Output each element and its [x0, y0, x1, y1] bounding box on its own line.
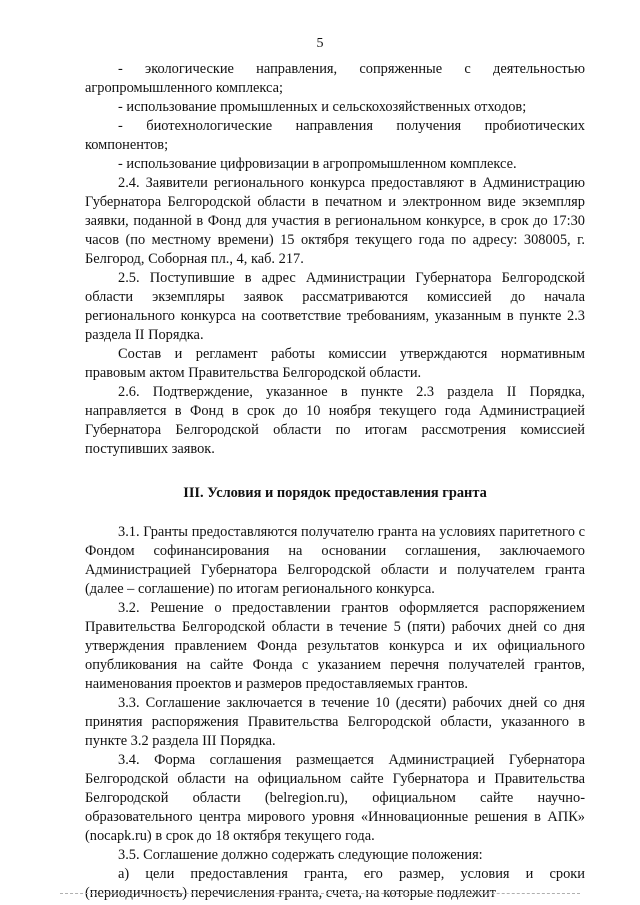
paragraph-2-6: 2.6. Подтверждение, указанное в пункте 2.3 раздела II Порядка, направляется в Фонд в срок до 10 ноября текущего года Администрацией Губернатора Белгородской области по итогам рассмотрения комиссией поступивших заявок.: [85, 384, 585, 457]
list-item-biotech: - биотехнологические направления получения пробиотических компонентов;: [85, 118, 585, 153]
list-item-digital: - использование цифровизации в агропромышленном комплексе.: [118, 156, 517, 172]
paragraph-3-5: 3.5. Соглашение должно содержать следующие положения:: [118, 847, 483, 863]
paragraph-3-4: 3.4. Форма соглашения размещается Администрацией Губернатора Белгородской области на официальном сайте Губернатора и Правительства Белгородской области (belregion.ru), официальном сайте научно-образовательного центра мирового уровня «Инновационные решения в АПК» (nocapk.ru) в срок до 18 октября текущего года.: [85, 752, 585, 844]
paragraph-3-5-a: а) цели предоставления гранта, его размер, условия и сроки (периодичность) перечисления гранта, счета, на которые подлежит: [85, 866, 585, 901]
paragraph-2-5: 2.5. Поступившие в адрес Администрации Губернатора Белгородской области экземпляры заявок рассматриваются комиссией до начала регионального конкурса на соответствие требованиям, указанным в пункте 2.3 раздела II Порядка.: [85, 270, 585, 343]
list-item-waste: - использование промышленных и сельскохозяйственных отходов;: [118, 99, 527, 115]
page-number: 5: [316, 36, 324, 51]
section-heading: III. Условия и порядок предоставления гранта: [183, 485, 487, 501]
paragraph-2-4: 2.4. Заявители регионального конкурса предоставляют в Администрацию Губернатора Белгородской области в печатном и электронном виде экземпляр заявки, поданной в Фонд для участия в региональном конкурсе, в срок до 17:30 часов (по местному времени) 15 октября текущего года по адресу: 308005, г. Белгород, Соборная пл., 4, каб. 217.: [85, 175, 585, 267]
paragraph-3-3: 3.3. Соглашение заключается в течение 10 (десяти) рабочих дней со дня принятия распоряжения Правительства Белгородской области, указанного в пункте 3.2 раздела III Порядка.: [85, 695, 585, 749]
list-item-ecology: - экологические направления, сопряженные с деятельностью агропромышленного комплекса;: [85, 61, 585, 96]
paragraph-3-2: 3.2. Решение о предоставлении грантов оформляется распоряжением Правительства Белгородской области в течение 5 (пяти) рабочих дней со дня утверждения правлением Фонда результатов конкурса и их официального опубликования на сайте Фонда с указанием перечня получателей грантов, наименования проектов и размеров предоставляемых грантов.: [85, 600, 585, 692]
paragraph-commission: Состав и регламент работы комиссии утверждаются нормативным правовым актом Правительства Белгородской области.: [85, 346, 585, 381]
paragraph-3-1: 3.1. Гранты предоставляются получателю гранта на условиях паритетного с Фондом софинансирования на основании соглашения, заключаемого Администрацией Губернатора Белгородской области и получателем гранта (далее – соглашение) по итогам регионального конкурса.: [85, 524, 585, 597]
scan-edge-line: [60, 893, 580, 894]
document-body: [85, 60, 585, 903]
